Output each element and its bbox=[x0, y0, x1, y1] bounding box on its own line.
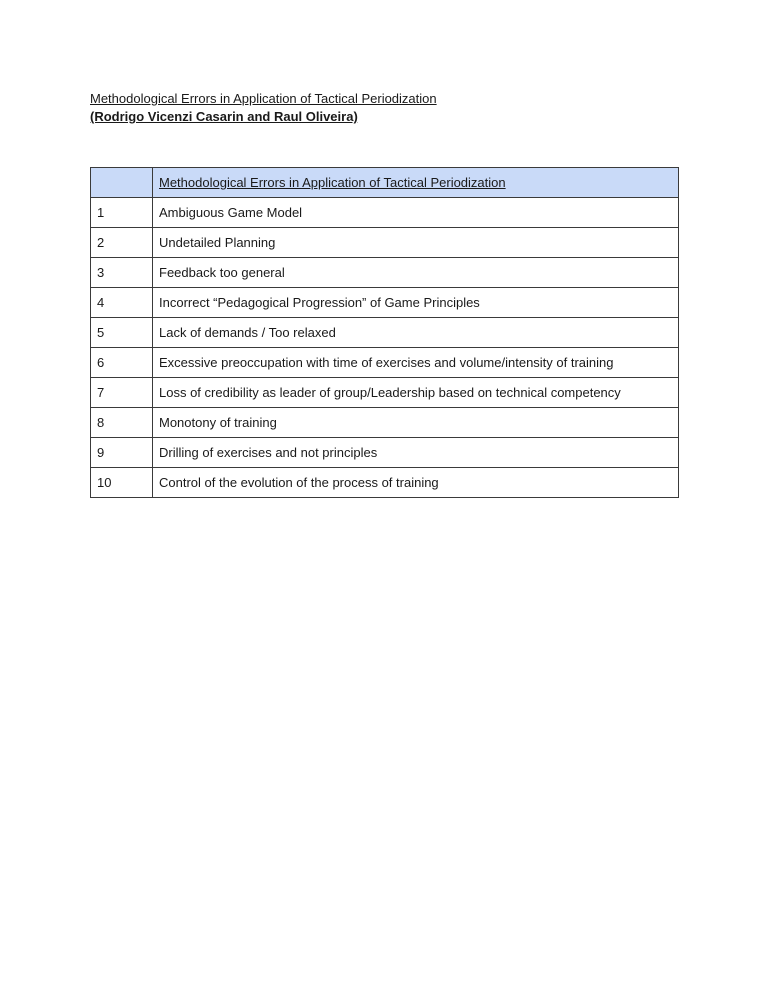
row-text: Ambiguous Game Model bbox=[153, 198, 679, 228]
table-header-row bbox=[91, 168, 679, 198]
header-label-cell bbox=[153, 168, 679, 198]
row-text: Undetailed Planning bbox=[153, 228, 679, 258]
row-text: Drilling of exercises and not principles bbox=[153, 438, 679, 468]
row-text: Control of the evolution of the process of training bbox=[153, 468, 679, 498]
table-row bbox=[91, 378, 679, 408]
table-row bbox=[91, 228, 679, 258]
errors-table bbox=[90, 167, 679, 498]
row-number: 7 bbox=[91, 378, 153, 408]
table-row bbox=[91, 438, 679, 468]
row-number: 4 bbox=[91, 288, 153, 318]
row-number: 10 bbox=[91, 468, 153, 498]
row-number: 5 bbox=[91, 318, 153, 348]
row-text: Excessive preoccupation with time of exercises and volume/intensity of training bbox=[153, 348, 679, 378]
table-row bbox=[91, 318, 679, 348]
header-label-text: Methodological Errors in Application of Tactical Periodization bbox=[159, 175, 506, 190]
row-number: 6 bbox=[91, 348, 153, 378]
row-text: Incorrect “Pedagogical Progression” of Game Principles bbox=[153, 288, 679, 318]
table-row bbox=[91, 348, 679, 378]
document-authors: (Rodrigo Vicenzi Casarin and Raul Oliveira) bbox=[90, 109, 358, 124]
row-number: 3 bbox=[91, 258, 153, 288]
row-number: 2 bbox=[91, 228, 153, 258]
row-number: 8 bbox=[91, 408, 153, 438]
table-row bbox=[91, 258, 679, 288]
table-row bbox=[91, 288, 679, 318]
header-number-cell bbox=[91, 168, 153, 198]
row-text: Lack of demands / Too relaxed bbox=[153, 318, 679, 348]
row-text: Monotony of training bbox=[153, 408, 679, 438]
document-title: Methodological Errors in Application of Tactical Periodization bbox=[90, 91, 437, 106]
table-row bbox=[91, 408, 679, 438]
row-number: 1 bbox=[91, 198, 153, 228]
table-row bbox=[91, 468, 679, 498]
row-text: Feedback too general bbox=[153, 258, 679, 288]
row-number: 9 bbox=[91, 438, 153, 468]
table-row bbox=[91, 198, 679, 228]
row-text: Loss of credibility as leader of group/Leadership based on technical competency bbox=[153, 378, 679, 408]
